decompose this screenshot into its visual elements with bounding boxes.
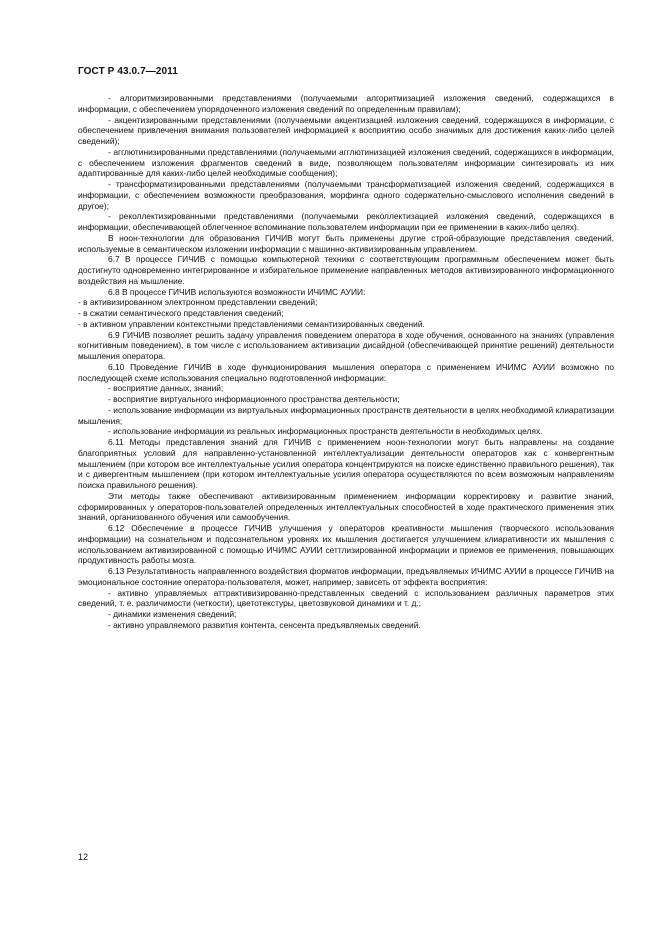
page-number: 12	[78, 852, 89, 862]
paragraph: 6.8 В процессе ГИЧИВ используются возможности ИЧИМС АУИИ:	[108, 286, 366, 297]
paragraph: - алгоритмизированными представлениями (получаемыми алгоритмизацией изложения сведений, содержащихся в информации, с обеспечением упорядоченного изложения сведений по определенным правилам);	[78, 93, 614, 114]
paragraph: - агглютинизированными представлениями (получаемыми агглютинизацией изложения сведений, содержащихся в информации, с обеспечением изложения фрагментов сведений в виде, позволяющем пользователям информации синтезировать из них адаптированные для каких-либо целей необходимые сообщения);	[78, 146, 614, 179]
paragraph: - реколлектизированными представлениями (получаемыми реколлектизацией изложения сведений, содержащихся в информации, обеспечивающей облегченное вспоминание пользователем информации при ее применении в каких-либо целях).	[78, 211, 614, 232]
paragraph: 6.10 Проведение ГИЧИВ в ходе функционирования мышления оператора с применением ИЧИМС АУИИ возможно по последующей схеме использования специально подготовленной информации:	[78, 361, 614, 383]
paragraph: - восприятие виртуального информационного пространства деятельности;	[108, 394, 400, 404]
paragraph: - активно управляемых аттрактивизированно-представленных сведений с использованием различных параметров этих сведений, т. е. различимости (четкости), цветотекстуры, цветозвуковой динамики и т. д.;	[78, 587, 614, 609]
paragraph: 6.13 Результативность направленного воздействия форматов информации, предъявляемых ИЧИМС АУИИ в процессе ГИЧИВ на эмоциональное состояние оператора-пользователя, может, например, зависеть от эффекта восприятия:	[78, 566, 614, 587]
paragraph: - использование информации из реальных информационных пространств деятельности в необходимых целях.	[108, 426, 543, 437]
paragraph: - в активном управлении контекстными представлениями семантизированных сведений.	[78, 318, 425, 329]
paragraph: 6.12 Обеспечение в процессе ГИЧИВ улучшения у операторов креативности мышления (творческого использования информации) на сознательном и подсознательном уровнях их мышления достигается улучшением клиаративности их мышления с использованием активизированной с помощью ИЧИМС АУИИ сеттлизированной информации и приемов ее применения, повышающих продуктивность работы мозга.	[78, 523, 614, 566]
paragraph: 6.7 В процессе ГИЧИВ с помощью компьютерной техники с соответствующим программным обеспечением может быть достигнуто одновременно интегрированное и избирательное применение направленных методов активизированного информационного воздействия на мышление.	[78, 254, 614, 286]
document-header: ГОСТ Р 43.0.7—2011	[78, 66, 178, 77]
paragraph: Эти методы также обеспечивают активизированным применением информации корректировку и развитие знаний, сформированных у операторов-пользователей определенных интеллектуальных способностей в ходе практического применения этих знаний, организованного обучения или самообучения.	[78, 490, 614, 523]
paragraph: - активно управляемого развития контента, сенсента предъявляемых сведений.	[108, 619, 421, 630]
paragraph: - в сжатии семантического представления сведений;	[78, 308, 284, 318]
paragraph: 6.11 Методы представления знаний для ГИЧИВ с применением ноон-технологии могут быть направлены на создание благоприятных условий для направленно-установленной интеллектуализации деятельности операторов как с конвергентным мышлением (при котором все интеллектуальные усилия оператора концентрируются на поиске единственно правильного решения), так и с дивергентным мышлением (при котором интеллектуальные усилия оператора осуществляются по всем возможным направлениям поиска правильного решения).	[78, 437, 614, 490]
paragraph: В ноон-технологии для образования ГИЧИВ могут быть применены другие строй-образующие представления сведений, используемые в семантическом изложении информации с машинно-активизированным управлением.	[78, 232, 614, 254]
paragraph: 6.9 ГИЧИВ позволяет решить задачу управления поведением оператора в ходе обучения, основанного на знаниях (управления когнитивным поведением), в том числе с использованием активизации дисайдной (обеспечивающей принятие решений) деятельности мышления оператора.	[78, 329, 614, 361]
paragraph: - акцентизированными представлениями (получаемыми акцентизацией изложения сведений, содержащихся в информации, с обеспечением привлечения внимания пользователей информацией к восприятию особо значимых для достижения каких-либо целей сведений);	[78, 114, 614, 146]
paragraph: - в активизированном электронном представлении сведений;	[78, 297, 318, 308]
paragraph: - динамики изменения сведений;	[108, 609, 237, 619]
paragraph: - трансформатизированными представлениями (получаемыми трансформатизацией изложения сведений, содержащихся в информации, с обеспечением возможности преобразования, морфинга одного содержательно-смыслового исполнения сведений в другое);	[78, 179, 614, 211]
document-body	[78, 93, 614, 631]
paragraph: - использование информации из виртуальных информационных пространств деятельности в целях необходимой клиаратизации мышления;	[78, 404, 614, 426]
paragraph: - восприятие данных, знаний;	[108, 383, 224, 394]
